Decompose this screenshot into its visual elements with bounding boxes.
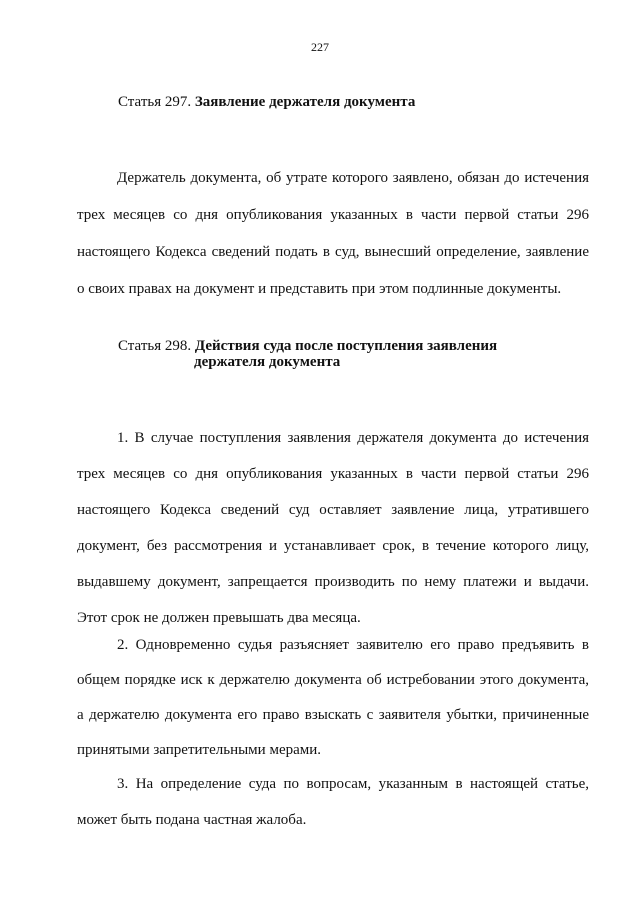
article-297-label: Статья 297. xyxy=(118,94,192,110)
article-298-paragraph-2: 2. Одновременно судья разъясняет заявителю его право предъявить в общем порядке иск к держателю документа об истребовании этого документа, а держателю документа его право взыскать с заявителя убытки, причиненные принятыми запретительными мерами. xyxy=(77,637,589,758)
article-297-heading xyxy=(118,92,415,112)
page-number: 227 xyxy=(311,40,329,54)
article-298-heading xyxy=(118,336,497,356)
article-298-paragraph-1: 1. В случае поступления заявления держателя документа до истечения трех месяцев со дня опубликования указанных в части первой статьи 296 настоящего Кодекса сведений суд оставляет заявление лица, утратившего документ, без рассмотрения и устанавливает срок, в течение которого лицу, выдавшему документ, запрещается производить по нему платежи и выдачи. Этот срок не должен превышать два месяца. xyxy=(77,430,589,626)
article-297-paragraph: Держатель документа, об утрате которого заявлено, обязан до истечения трех месяцев со дня опубликования указанных в части первой статьи 296 настоящего Кодекса сведений подать в суд, вынесший определение, заявление о своих правах на документ и представить при этом подлинные документы. xyxy=(77,170,589,297)
article-298-paragraph-3: 3. На определение суда по вопросам, указанным в настоящей статье, может быть подана частная жалоба. xyxy=(77,776,589,828)
article-298-title-line2: держателя документа xyxy=(194,354,341,370)
article-298-title-line1: Действия суда после поступления заявления xyxy=(194,338,498,354)
article-297-title: Заявление держателя документа xyxy=(194,94,416,110)
article-298-label: Статья 298. xyxy=(118,338,192,354)
